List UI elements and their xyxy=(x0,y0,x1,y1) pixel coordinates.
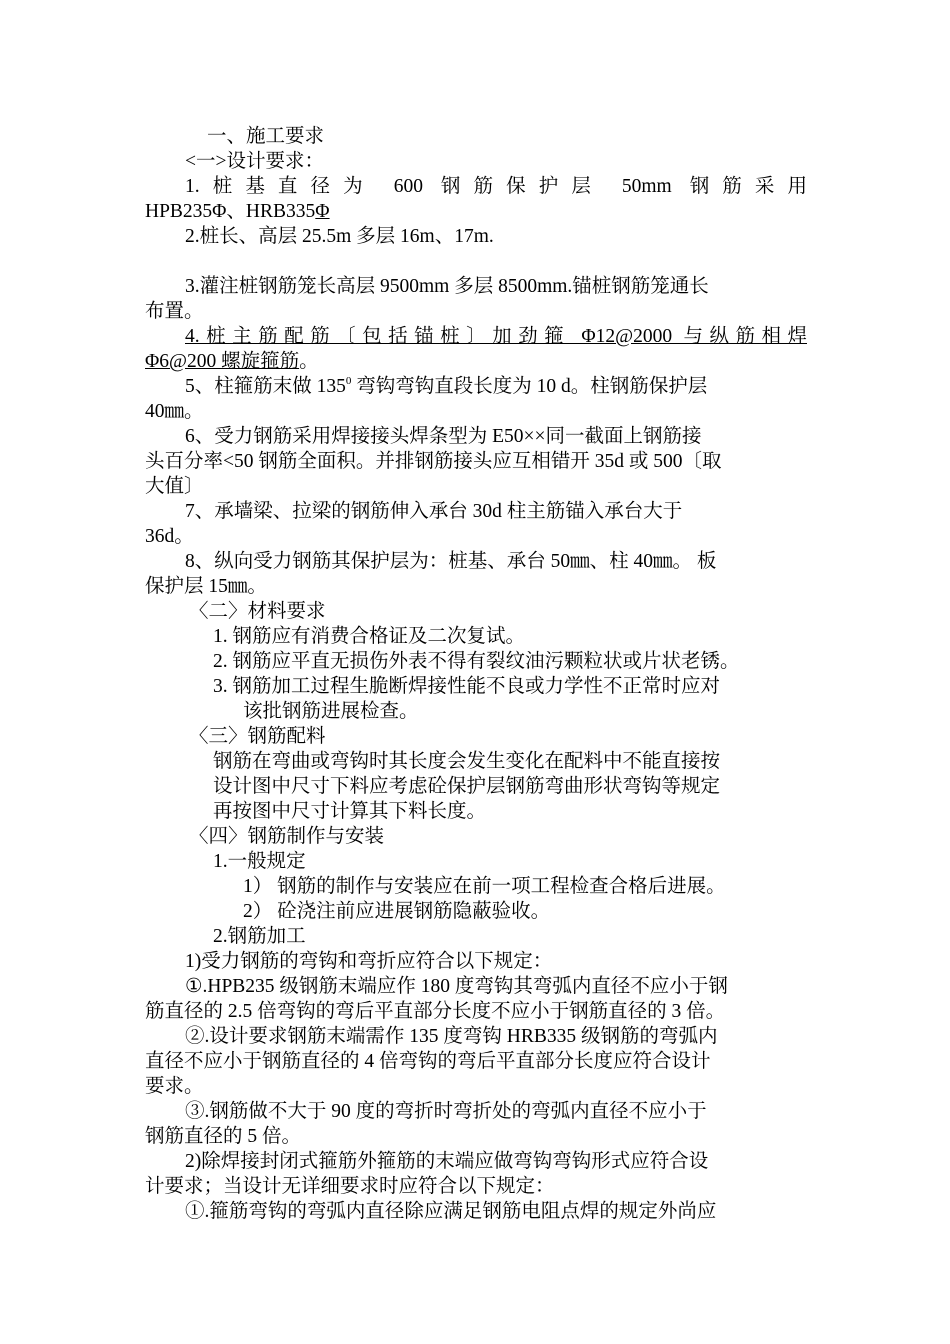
material-item-2: 2. 钢筋应平直无损伤外表不得有裂纹油污颗粒状或片状老锈。 xyxy=(213,651,740,672)
processing-rule-1c: ③.钢筋做不大于 90 度的弯折时弯折处的弯弧内直径不应小于 xyxy=(185,1101,707,1122)
general-rule-2: 2） 砼浇注前应进展钢筋隐蔽验收。 xyxy=(243,901,551,922)
paragraph-item-7-cont: 36d。 xyxy=(145,526,194,547)
processing-rule-1c-cont: 钢筋直径的 5 倍。 xyxy=(145,1126,302,1147)
paragraph-item-7: 7、承墙梁、拉梁的钢筋伸入承台 30d 柱主筋锚入承台大于 xyxy=(185,501,683,522)
paragraph-item-3-cont: 布置。 xyxy=(145,301,204,322)
document-page xyxy=(145,124,807,1224)
general-rule-1: 1） 钢筋的制作与安装应在前一项工程检查合格后进展。 xyxy=(243,876,726,897)
paragraph-item-3: 3.灌注桩钢筋笼长高层 9500mm 多层 8500mm.锚桩钢筋笼通长 xyxy=(185,276,709,297)
subsection-title-materials: 〈二〉材料要求 xyxy=(189,601,326,622)
paragraph-item-4-cont: Φ6@200 螺旋箍筋。 xyxy=(145,351,319,372)
general-rules-title: 1.一般规定 xyxy=(213,851,306,872)
subsection-title-fabrication: 〈四〉钢筋制作与安装 xyxy=(189,826,385,847)
paragraph-item-5: 5、柱箍筋末做 $135^0$ 弯钩弯钩直段长度为 10 d。柱钢筋保护层 xyxy=(185,375,708,397)
material-item-3-cont: 该批钢筋进展检查。 xyxy=(243,701,419,722)
paragraph-item-5-cont: 40㎜。 xyxy=(145,401,204,422)
paragraph-item-1-cont: HPB235Φ、HRB335Φ xyxy=(145,201,330,222)
processing-rule-1a-cont: 筋直径的 2.5 倍弯钩的弯后平直部分长度不应小于钢筋直径的 3 倍。 xyxy=(145,1001,726,1022)
processing-rule-1: 1)受力钢筋的弯钩和弯折应符合以下规定： xyxy=(185,951,553,972)
paragraph-item-8-cont: 保护层 15㎜。 xyxy=(145,576,267,597)
processing-rule-2a: ①.箍筋弯钩的弯弧内直径除应满足钢筋电阻点焊的规定外尚应 xyxy=(185,1201,717,1222)
paragraph-item-6-cont: 头百分率<50 钢筋全面积。并排钢筋接头应互相错开 35d 或 500〔取 xyxy=(145,451,722,472)
processing-rule-2-cont: 计要求；当设计无详细要求时应符合以下规定： xyxy=(145,1176,555,1197)
processing-rule-1a: ①.HPB235 级钢筋末端应作 180 度弯钩其弯弧内直径不应小于钢 xyxy=(185,976,728,997)
processing-rule-2: 2)除焊接封闭式箍筋外箍筋的末端应做弯钩弯钩形式应符合设 xyxy=(185,1151,709,1172)
paragraph-item-8: 8、纵向受力钢筋其保护层为：桩基、承台 50㎜、柱 40㎜。 板 xyxy=(185,551,717,572)
paragraph-item-4: 4.桩主筋配筋〔包括锚桩〕加劲箍 Φ12@2000 与纵筋相焊 xyxy=(185,326,807,347)
subsection-title-batching: 〈三〉钢筋配料 xyxy=(189,726,326,747)
material-item-1: 1. 钢筋应有消费合格证及二次复试。 xyxy=(213,626,526,647)
blank-line xyxy=(145,249,807,274)
paragraph-item-1: 1.桩基直径为 600 钢筋保护层 50mm 钢筋采用 xyxy=(185,176,807,197)
batching-line-2: 设计图中尺寸下料应考虑砼保护层钢筋弯曲形状弯钩等规定 xyxy=(213,776,721,797)
processing-title: 2.钢筋加工 xyxy=(213,926,306,947)
paragraph-item-2: 2.桩长、高层 25.5m 多层 16m、17m. xyxy=(185,226,494,247)
batching-line-1: 钢筋在弯曲或弯钩时其长度会发生变化在配料中不能直接按 xyxy=(213,751,721,772)
processing-rule-1b-cont: 直径不应小于钢筋直径的 4 倍弯钩的弯后平直部分长度应符合设计 xyxy=(145,1051,711,1072)
paragraph-item-6: 6、受力钢筋采用焊接接头焊条型为 E50××同一截面上钢筋接 xyxy=(185,426,702,447)
subsection-title-design: <一>设计要求： xyxy=(185,151,324,172)
section-heading: 一、施工要求 xyxy=(207,126,325,147)
processing-rule-1b: ②.设计要求钢筋末端需作 135 度弯钩 HRB335 级钢筋的弯弧内 xyxy=(185,1026,718,1047)
material-item-3: 3. 钢筋加工过程生脆断焊接性能不良或力学性不正常时应对 xyxy=(213,676,721,697)
paragraph-item-6-cont2: 大值〕 xyxy=(145,476,204,497)
processing-rule-1b-cont2: 要求。 xyxy=(145,1076,204,1097)
batching-line-3: 再按图中尺寸计算其下料长度。 xyxy=(213,801,487,822)
